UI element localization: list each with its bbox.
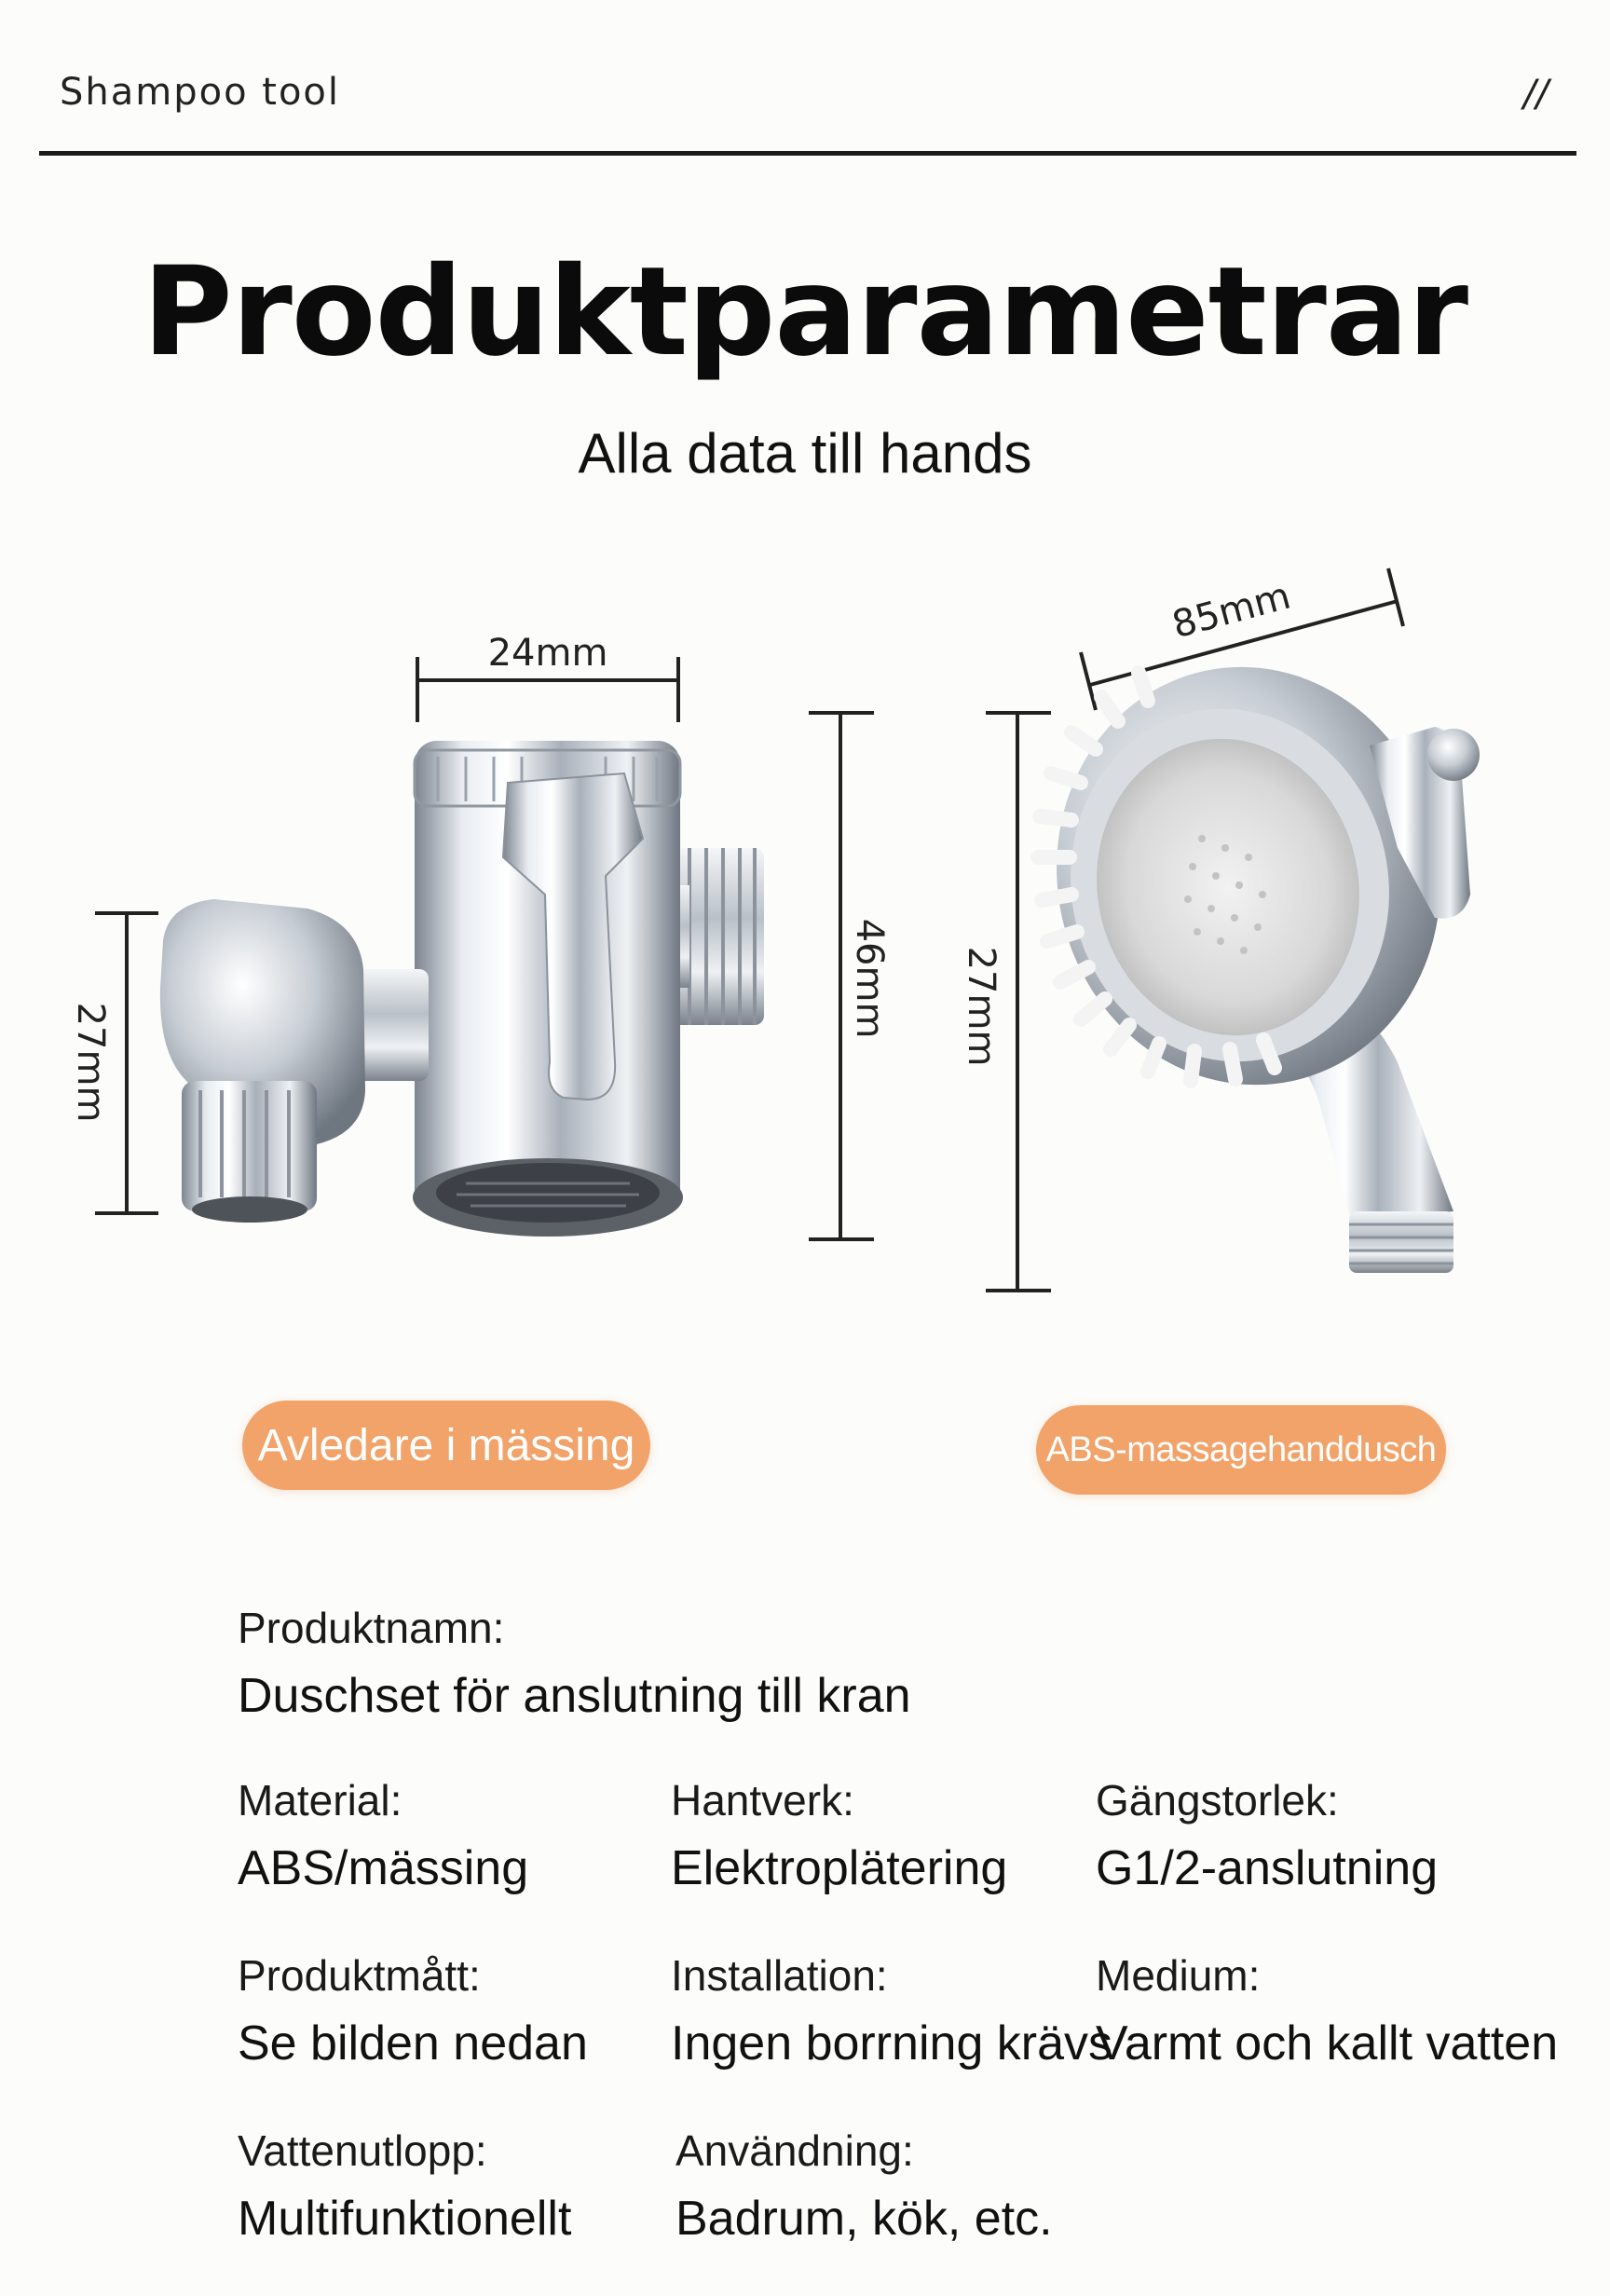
handshower-width-label: 85mm	[1167, 574, 1295, 648]
product-figures	[0, 540, 1610, 1360]
diverter-height-label: 46mm	[848, 918, 891, 1039]
param-outlet-label: Vattenutlopp:	[238, 2126, 487, 2175]
param-material-label: Material:	[238, 1776, 402, 1824]
param-dimensions-label: Produktmått:	[238, 1951, 481, 2000]
product-diagram	[0, 540, 1610, 1360]
param-installation-value: Ingen borrning krävs	[671, 2016, 1113, 2071]
param-usage-label: Användning:	[675, 2126, 914, 2175]
diverter-side-label: 27mm	[69, 1002, 112, 1123]
param-installation-label: Installation:	[671, 1951, 888, 2000]
param-installation	[671, 1950, 1112, 2073]
param-medium-value: Varmt och kallt vatten	[1096, 2016, 1559, 2071]
param-product-name	[238, 1603, 911, 1726]
param-outlet	[238, 2125, 571, 2248]
diverter-elbow-nozzle	[160, 899, 429, 1223]
param-dimensions	[238, 1950, 588, 2073]
param-usage-value: Badrum, kök, etc.	[675, 2192, 1053, 2247]
handshower-badge: ABS-massagehanddusch	[1036, 1405, 1446, 1495]
param-dimensions-value: Se bilden nedan	[238, 2016, 588, 2071]
param-product-name-value: Duschset för anslutning till kran	[238, 1669, 911, 1724]
diverter-illustration	[69, 632, 891, 1239]
param-thread	[1096, 1775, 1438, 1898]
param-medium-label: Medium:	[1096, 1951, 1261, 2000]
header-mark: //	[1523, 73, 1549, 116]
diverter-badge: Avledare i mässing	[242, 1401, 650, 1490]
param-thread-label: Gängstorlek:	[1096, 1776, 1339, 1824]
brand-label: Shampoo tool	[60, 71, 341, 114]
param-product-name-label: Produktnamn:	[238, 1604, 505, 1652]
page-subtitle: Alla data till hands	[578, 422, 1032, 485]
param-craft-value: Elektroplätering	[671, 1841, 1008, 1896]
diverter-width-label: 24mm	[487, 632, 608, 675]
param-thread-value: G1/2-anslutning	[1096, 1841, 1439, 1896]
param-craft	[671, 1775, 1007, 1898]
param-material-value: ABS/mässing	[238, 1841, 529, 1896]
param-craft-label: Hantverk:	[671, 1776, 854, 1824]
handshower-illustration	[960, 568, 1480, 1291]
handshower-height-label: 27mm	[960, 946, 1003, 1067]
param-outlet-value: Multifunktionellt	[238, 2192, 572, 2247]
page-title: Produktparametrar	[142, 240, 1468, 384]
header-divider	[39, 151, 1576, 156]
param-usage	[675, 2125, 1053, 2248]
handshower-head	[1018, 631, 1480, 1120]
param-material	[238, 1775, 528, 1898]
param-medium	[1096, 1950, 1558, 2073]
